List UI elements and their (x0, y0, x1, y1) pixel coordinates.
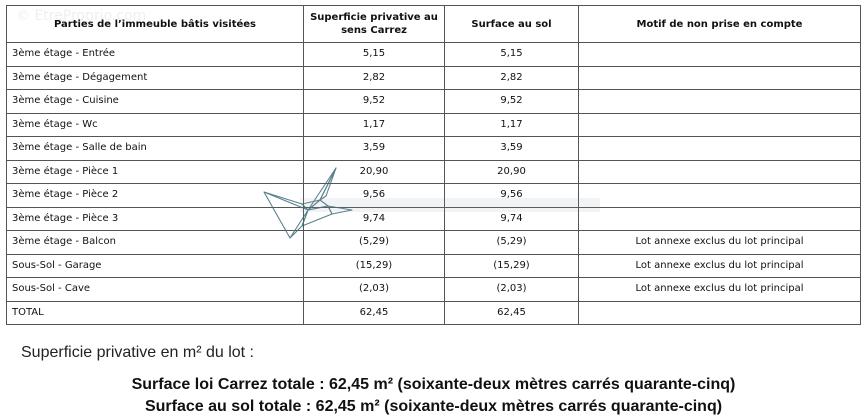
summary-sol-total: Surface au sol totale : 62,45 m² (soixante-deux mètres carrés quarante-cinq) (144, 398, 723, 415)
header-motif: Motif de non prise en compte (579, 6, 861, 43)
summary-intro: Superficie privative en m² du lot : (21, 344, 254, 361)
cell-carrez: 5,15 (304, 43, 445, 67)
cell-carrez: 62,45 (304, 301, 445, 325)
cell-sol: (15,29) (445, 254, 579, 278)
cell-carrez: (2,03) (304, 278, 445, 302)
table-body (7, 43, 861, 325)
cell-sol: 3,59 (445, 137, 579, 161)
cell-motif (579, 207, 861, 231)
cell-carrez: (15,29) (304, 254, 445, 278)
cell-motif (579, 43, 861, 67)
cell-sol: (5,29) (445, 231, 579, 255)
cell-sol: 1,17 (445, 113, 579, 137)
cell-part: 3ème étage - Balcon (7, 231, 304, 255)
cell-part: 3ème étage - Cuisine (7, 90, 304, 114)
cell-carrez: 3,59 (304, 137, 445, 161)
watermark-text: © EtreProprio.com (16, 8, 147, 24)
cell-motif: Lot annexe exclus du lot principal (579, 278, 861, 302)
cell-motif: Lot annexe exclus du lot principal (579, 254, 861, 278)
cell-motif (579, 137, 861, 161)
cell-motif (579, 113, 861, 137)
cell-carrez: 2,82 (304, 66, 445, 90)
table-row (7, 90, 861, 114)
cell-part: TOTAL (7, 301, 304, 325)
cell-motif: Lot annexe exclus du lot principal (579, 231, 861, 255)
surface-table (6, 5, 861, 325)
cell-motif (579, 90, 861, 114)
table-row (7, 184, 861, 208)
cell-motif (579, 66, 861, 90)
table-row (7, 207, 861, 231)
cell-sol: 9,56 (445, 184, 579, 208)
cell-part: 3ème étage - Salle de bain (7, 137, 304, 161)
cell-part: 3ème étage - Pièce 1 (7, 160, 304, 184)
cell-sol: (2,03) (445, 278, 579, 302)
cell-carrez: 9,56 (304, 184, 445, 208)
cell-sol: 62,45 (445, 301, 579, 325)
cell-part: 3ème étage - Pièce 3 (7, 207, 304, 231)
cell-sol: 5,15 (445, 43, 579, 67)
cell-part: Sous-Sol - Garage (7, 254, 304, 278)
header-parts: Parties de l’immeuble bâtis visitées (7, 6, 304, 43)
table-row (7, 301, 861, 325)
table-header-row (7, 6, 861, 43)
table-row (7, 278, 861, 302)
table-row (7, 113, 861, 137)
header-sol: Surface au sol (445, 6, 579, 43)
cell-carrez: (5,29) (304, 231, 445, 255)
summary-carrez-total: Surface loi Carrez totale : 62,45 m² (soixante-deux mètres carrés quarante-cinq) (131, 376, 736, 393)
table-row (7, 137, 861, 161)
cell-carrez: 1,17 (304, 113, 445, 137)
cell-sol: 2,82 (445, 66, 579, 90)
cell-motif (579, 160, 861, 184)
cell-part: 3ème étage - Pièce 2 (7, 184, 304, 208)
table-row (7, 43, 861, 67)
cell-part: 3ème étage - Dégagement (7, 66, 304, 90)
cell-part: 3ème étage - Wc (7, 113, 304, 137)
cell-part: Sous-Sol - Cave (7, 278, 304, 302)
table-row (7, 66, 861, 90)
cell-motif (579, 184, 861, 208)
table-row (7, 231, 861, 255)
header-carrez: Superficie privative au sens Carrez (304, 6, 445, 43)
cell-carrez: 9,52 (304, 90, 445, 114)
cell-sol: 9,52 (445, 90, 579, 114)
cell-sol: 9,74 (445, 207, 579, 231)
table-row (7, 254, 861, 278)
cell-sol: 20,90 (445, 160, 579, 184)
cell-part: 3ème étage - Entrée (7, 43, 304, 67)
table-row (7, 160, 861, 184)
cell-motif (579, 301, 861, 325)
cell-carrez: 20,90 (304, 160, 445, 184)
cell-carrez: 9,74 (304, 207, 445, 231)
